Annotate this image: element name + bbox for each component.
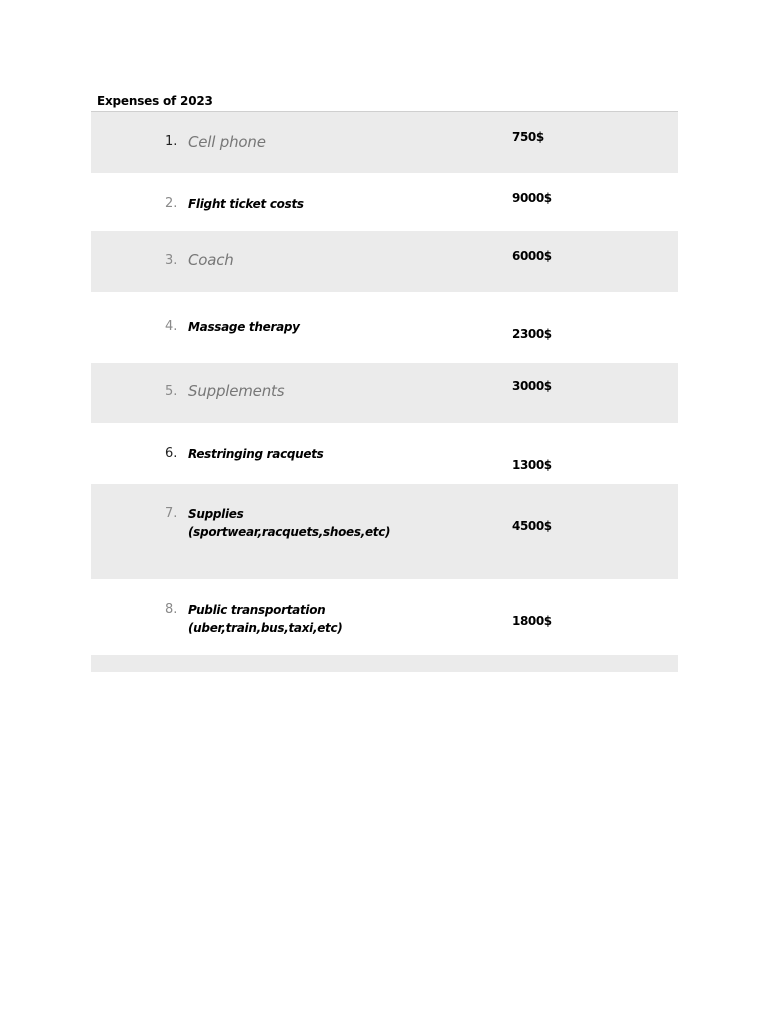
expense-row xyxy=(91,292,678,363)
expense-amount: 9000$ xyxy=(512,191,552,205)
expense-amount: 1300$ xyxy=(512,458,552,472)
expense-amount: 6000$ xyxy=(512,249,552,263)
expense-amount: 1800$ xyxy=(512,614,552,628)
list-number: 2. xyxy=(165,196,178,211)
expense-item: Supplements xyxy=(188,382,285,400)
expense-item-line1: Supplies xyxy=(188,507,244,521)
expense-amount: 2300$ xyxy=(512,327,552,341)
expense-item: Coach xyxy=(188,251,234,269)
expense-row xyxy=(91,423,678,484)
expense-item: Restringing racquets xyxy=(188,447,324,461)
list-number: 6. xyxy=(165,446,178,461)
expense-item xyxy=(188,601,343,637)
list-number: 3. xyxy=(165,253,178,268)
expense-item-line2: (uber,train,bus,taxi,etc) xyxy=(188,621,343,635)
list-number: 4. xyxy=(165,319,178,334)
expense-row xyxy=(91,173,678,231)
expense-item: Massage therapy xyxy=(188,320,300,334)
list-number: 1. xyxy=(165,134,178,149)
list-number: 5. xyxy=(165,384,178,399)
expense-row xyxy=(91,363,678,423)
expense-amount: 4500$ xyxy=(512,519,552,533)
document-title: Expenses of 2023 xyxy=(97,94,213,108)
expense-row xyxy=(91,231,678,292)
expense-item xyxy=(188,505,390,541)
row-band-end xyxy=(91,655,678,672)
list-number: 8. xyxy=(165,602,178,617)
expense-item: Cell phone xyxy=(188,133,266,151)
expense-row xyxy=(91,579,678,655)
expense-amount: 750$ xyxy=(512,130,544,144)
list-number: 7. xyxy=(165,506,178,521)
expense-row xyxy=(91,484,678,579)
expense-amount: 3000$ xyxy=(512,379,552,393)
expense-item: Flight ticket costs xyxy=(188,197,304,211)
expense-row xyxy=(91,112,678,173)
expense-item-line1: Public transportation xyxy=(188,603,326,617)
expense-item-line2: (sportwear,racquets,shoes,etc) xyxy=(188,525,391,539)
